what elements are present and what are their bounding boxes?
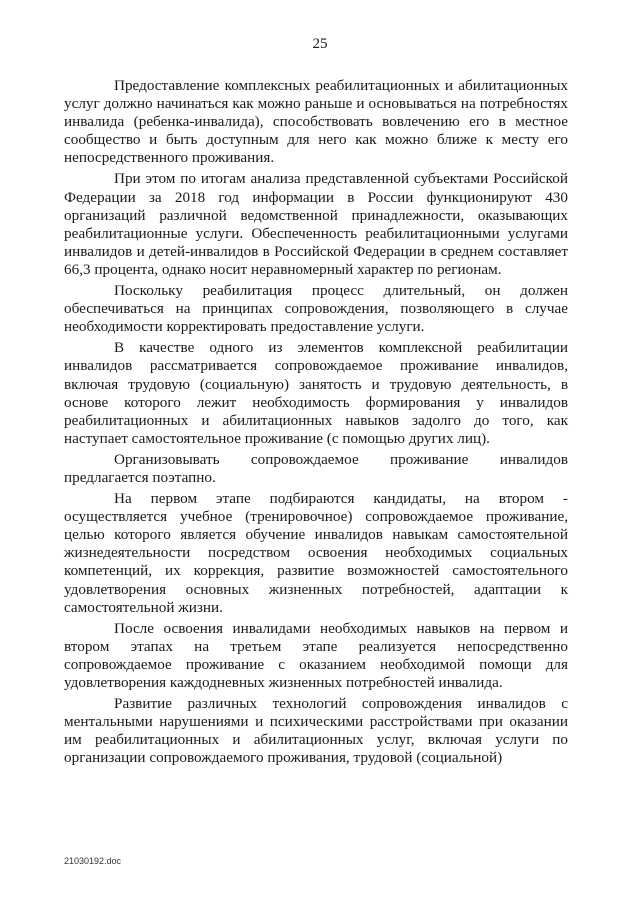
document-body [64, 77, 568, 770]
footer-filename: 21030192.doc [64, 856, 122, 866]
page-number: 25 [312, 36, 328, 52]
paragraph-stage-three: После освоения инвалидами необходимых навыков на первом и втором этапах на третьем этапе реализуется непосредственно сопровождаемое проживание с оказанием необходимой помощи для удовлетворения каждодневных жизненных потребностей инвалида. [64, 619, 568, 691]
paragraph-rehab-services-start: Предоставление комплексных реабилитационных и абилитационных услуг должно начинаться как можно раньше и основываться на потребностях инвалида (ребенка-инвалида), способствовать вовлечению его в местное сообщество и быть доступным для него как можно ближе к месту его непосредственного проживания. [64, 77, 568, 167]
paragraph-supported-living: В качестве одного из элементов комплексной реабилитации инвалидов рассматривается сопровождаемое проживание инвалидов, включая трудовую (социальную) занятость и трудовую деятельность, в основе которого лежит необходимость формирования у инвалидов реабилитационных и абилитационных навыков задолго до того, как наступает самостоятельное проживание (с помощью других лиц). [64, 339, 568, 447]
paragraph-staged-organization: Организовывать сопровождаемое проживание инвалидов предлагается поэтапно. [64, 450, 568, 486]
paragraph-technologies-development: Развитие различных технологий сопровождения инвалидов с ментальными нарушениями и психическими расстройствами при оказании им реабилитационных и абилитационных услуг, включая услуги по организации сопровождаемого проживания, трудовой (социальной) [64, 695, 568, 767]
paragraph-support-principles: Поскольку реабилитация процесс длительный, он должен обеспечиваться на принципах сопровождения, позволяющего в случае необходимости корректировать предоставление услуги. [64, 282, 568, 336]
paragraph-organizations-analysis: При этом по итогам анализа представленной субъектами Российской Федерации за 2018 год информации в России функционируют 430 организаций различной ведомственной принадлежности, оказывающих реабилитационные услуги. Обеспеченность реабилитационными услугами инвалидов и детей-инвалидов в Российской Федерации в среднем составляет 66,3 процента, однако носит неравномерный характер по регионам. [64, 170, 568, 278]
paragraph-stages-one-two: На первом этапе подбираются кандидаты, на втором - осуществляется учебное (тренировочное) сопровождаемое проживание, целью которого является обучение инвалидов навыкам самостоятельной жизнедеятельности посредством освоения необходимых социальных компетенций, их коррекция, развитие возможностей самостоятельного удовлетворения основных жизненных потребностей, адаптации к самостоятельной жизни. [64, 490, 568, 616]
